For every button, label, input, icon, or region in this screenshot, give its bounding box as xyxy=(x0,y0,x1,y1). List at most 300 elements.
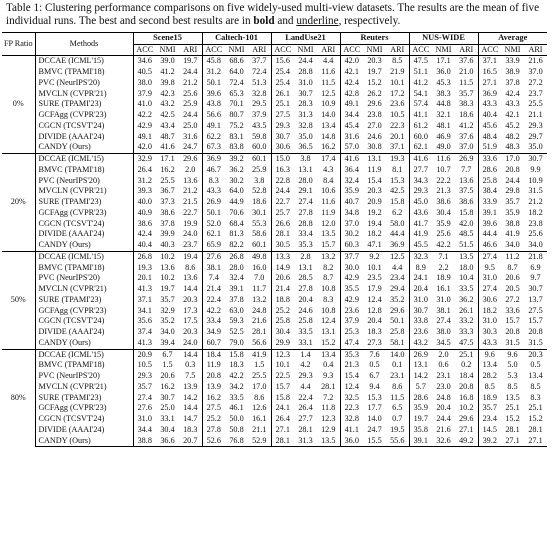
value-text: 45.4 xyxy=(344,120,359,130)
value-cell xyxy=(133,360,156,371)
value-cell xyxy=(432,89,455,100)
table-row xyxy=(2,219,547,230)
value-text: 20.8 xyxy=(206,371,221,381)
value-text: 43.3 xyxy=(482,337,497,347)
value-cell xyxy=(133,165,156,176)
value-cell xyxy=(248,165,271,176)
value-cell xyxy=(340,110,363,121)
method-cell: DCCAE (ICML'15) xyxy=(35,349,133,360)
value-cell xyxy=(317,403,340,414)
method-cell: PVC (NeurIPS'20) xyxy=(35,176,133,187)
value-cell xyxy=(478,176,501,187)
value-cell xyxy=(294,89,317,100)
value-cell xyxy=(294,219,317,230)
value-text: 28.0 xyxy=(229,262,244,272)
value-cell xyxy=(248,414,271,425)
value-text: 52.5 xyxy=(229,327,244,337)
value-cell xyxy=(133,251,156,262)
value-cell xyxy=(133,425,156,436)
value-cell xyxy=(156,121,179,132)
metric-header: ACC xyxy=(478,44,501,56)
value-text: 13.6 xyxy=(160,262,175,272)
value-text: 58.0 xyxy=(390,218,405,228)
value-text: 9.2 xyxy=(369,251,380,261)
value-text: 46.9 xyxy=(436,131,451,141)
value-cell xyxy=(317,229,340,240)
method-cell: SURE (TPAMI'23) xyxy=(35,99,133,110)
value-text: 29.3 xyxy=(298,371,313,381)
value-cell xyxy=(363,132,386,143)
value-cell xyxy=(478,89,501,100)
value-cell xyxy=(524,306,547,317)
value-text: 19.7 xyxy=(160,284,175,294)
value-cell xyxy=(524,360,547,371)
value-text: 29.9 xyxy=(275,337,290,347)
value-cell xyxy=(225,165,248,176)
value-cell xyxy=(294,110,317,121)
value-cell xyxy=(524,219,547,230)
value-text: 35.5 xyxy=(344,284,359,294)
value-text: 39.9 xyxy=(160,229,175,239)
value-cell xyxy=(294,349,317,360)
value-cell xyxy=(455,327,478,338)
table-row xyxy=(2,197,547,208)
value-text: 34.4 xyxy=(137,424,152,434)
value-cell xyxy=(179,414,202,425)
value-cell xyxy=(409,360,432,371)
value-cell xyxy=(478,284,501,295)
value-text: 18.2 xyxy=(482,305,497,315)
value-text: 24.4 xyxy=(183,110,198,120)
value-cell xyxy=(202,436,225,447)
value-cell xyxy=(156,327,179,338)
value-cell xyxy=(202,240,225,251)
value-cell xyxy=(225,67,248,78)
value-cell xyxy=(271,316,294,327)
value-cell xyxy=(133,219,156,230)
value-text: 25.8 xyxy=(275,316,290,326)
value-text: 38.6 xyxy=(436,197,451,207)
value-cell xyxy=(363,142,386,153)
value-cell xyxy=(248,382,271,393)
value-cell xyxy=(386,186,409,197)
value-text: 31.5 xyxy=(528,337,543,347)
value-text: 13.5 xyxy=(321,229,336,239)
value-text: 27.5 xyxy=(206,403,221,413)
value-cell xyxy=(248,371,271,382)
value-text: 25.9 xyxy=(252,164,267,174)
value-text: 28.8 xyxy=(298,218,313,228)
value-cell xyxy=(363,403,386,414)
value-text: 17.0 xyxy=(505,154,520,164)
value-text: 40.4 xyxy=(482,110,497,120)
value-cell xyxy=(409,219,432,230)
method-cell: DIVIDE (AAAI'24) xyxy=(35,132,133,143)
value-text: 35.9 xyxy=(436,218,451,228)
value-cell xyxy=(133,197,156,208)
value-text: 41.2 xyxy=(160,67,175,77)
value-cell xyxy=(432,382,455,393)
value-cell xyxy=(179,132,202,143)
value-text: 43.2 xyxy=(413,337,428,347)
value-cell xyxy=(248,78,271,89)
value-cell xyxy=(478,360,501,371)
value-cell xyxy=(340,186,363,197)
value-text: 21.8 xyxy=(528,251,543,261)
value-cell xyxy=(409,197,432,208)
value-cell xyxy=(363,306,386,317)
value-cell xyxy=(478,436,501,447)
value-text: 16.1 xyxy=(252,414,267,424)
value-text: 28.6 xyxy=(482,164,497,174)
value-cell xyxy=(432,338,455,349)
value-cell xyxy=(524,393,547,404)
value-text: 28.5 xyxy=(298,273,313,283)
value-cell xyxy=(248,154,271,165)
value-text: 13.4 xyxy=(482,360,497,370)
value-text: 26.8 xyxy=(229,251,244,261)
value-text: 22.8 xyxy=(275,175,290,185)
value-cell xyxy=(179,154,202,165)
value-cell xyxy=(271,414,294,425)
value-cell xyxy=(455,78,478,89)
value-cell xyxy=(501,436,524,447)
value-text: 19.2 xyxy=(367,207,382,217)
value-cell xyxy=(432,154,455,165)
value-cell xyxy=(524,229,547,240)
table-row xyxy=(2,240,547,251)
value-cell xyxy=(409,56,432,67)
value-cell xyxy=(386,154,409,165)
value-text: 18.4 xyxy=(459,371,474,381)
value-cell xyxy=(248,273,271,284)
value-cell xyxy=(340,316,363,327)
value-cell xyxy=(478,132,501,143)
value-text: 48.3 xyxy=(505,142,520,152)
value-text: 40.7 xyxy=(344,197,359,207)
value-text: 4.4 xyxy=(300,381,311,391)
value-cell xyxy=(432,229,455,240)
value-text: 9.6 xyxy=(507,349,518,359)
table-row xyxy=(2,295,547,306)
value-cell xyxy=(156,56,179,67)
method-cell: PVC (NeurIPS'20) xyxy=(35,78,133,89)
value-text: 27.6 xyxy=(137,403,152,413)
value-text: 56.6 xyxy=(252,337,267,347)
value-text: 52.9 xyxy=(252,435,267,445)
value-cell xyxy=(478,56,501,67)
value-cell xyxy=(409,425,432,436)
value-text: 27.1 xyxy=(528,435,543,445)
value-text: 32.4 xyxy=(229,273,244,283)
value-cell xyxy=(202,393,225,404)
value-cell xyxy=(317,436,340,447)
value-text: 10.7 xyxy=(436,164,451,174)
value-text: 23.4 xyxy=(482,414,497,424)
value-text: 34.6 xyxy=(137,56,152,66)
method-cell: CANDY (Ours) xyxy=(35,142,133,153)
method-cell: MVCLN (CVPR'21) xyxy=(35,284,133,295)
value-cell xyxy=(271,349,294,360)
value-cell xyxy=(501,371,524,382)
value-cell xyxy=(363,295,386,306)
value-cell xyxy=(133,240,156,251)
metric-header: NMI xyxy=(294,44,317,56)
value-cell xyxy=(363,263,386,274)
value-text: 21.1 xyxy=(252,424,267,434)
value-text: 26.2 xyxy=(367,88,382,98)
value-cell xyxy=(409,436,432,447)
value-cell xyxy=(271,186,294,197)
value-cell xyxy=(179,273,202,284)
method-cell: BMVC (TPAMI'18) xyxy=(35,67,133,78)
value-text: 61.2 xyxy=(413,120,428,130)
method-cell: DIVIDE (AAAI'24) xyxy=(35,425,133,436)
value-cell xyxy=(156,360,179,371)
value-text: 28.0 xyxy=(298,175,313,185)
value-cell xyxy=(340,403,363,414)
value-cell xyxy=(524,110,547,121)
value-cell xyxy=(179,142,202,153)
value-text: 13.6 xyxy=(183,273,198,283)
value-text: 8.5 xyxy=(507,381,518,391)
value-cell xyxy=(363,436,386,447)
value-cell xyxy=(317,219,340,230)
value-cell xyxy=(294,403,317,414)
value-text: 80.7 xyxy=(229,110,244,120)
value-cell xyxy=(225,371,248,382)
value-text: 18.3 xyxy=(367,327,382,337)
value-cell xyxy=(432,349,455,360)
value-cell xyxy=(317,414,340,425)
value-text: 24.4 xyxy=(298,56,313,66)
value-cell xyxy=(501,121,524,132)
value-cell xyxy=(455,263,478,274)
value-text: 20.7 xyxy=(183,435,198,445)
table-row xyxy=(2,176,547,187)
value-text: 28.1 xyxy=(321,381,336,391)
value-text: 64.0 xyxy=(229,186,244,196)
value-text: 17.3 xyxy=(183,305,198,315)
value-text: 16.1 xyxy=(436,284,451,294)
value-text: 11.5 xyxy=(321,77,336,87)
value-text: 43.5 xyxy=(252,120,267,130)
value-cell xyxy=(317,110,340,121)
caption-bold-word: bold xyxy=(253,15,275,28)
value-cell xyxy=(317,67,340,78)
value-text: 6.9 xyxy=(530,262,541,272)
value-text: 42.4 xyxy=(137,229,152,239)
value-cell xyxy=(225,338,248,349)
metric-header: ARI xyxy=(455,44,478,56)
value-cell xyxy=(202,89,225,100)
value-text: 42.4 xyxy=(344,77,359,87)
value-text: 25.6 xyxy=(183,88,198,98)
value-text: 12.3 xyxy=(275,349,290,359)
fp-ratio-cell: 50% xyxy=(2,251,35,349)
value-text: 24.8 xyxy=(252,305,267,315)
value-text: 41.9 xyxy=(252,349,267,359)
value-cell xyxy=(317,382,340,393)
value-text: 23.7 xyxy=(183,240,198,250)
value-text: 50.8 xyxy=(229,424,244,434)
value-text: 30.7 xyxy=(160,392,175,402)
caption-underline-word: underline xyxy=(296,15,339,28)
value-cell xyxy=(432,176,455,187)
value-cell xyxy=(501,327,524,338)
value-text: 35.2 xyxy=(390,294,405,304)
value-text: 38.3 xyxy=(436,88,451,98)
value-text: 39.2 xyxy=(482,435,497,445)
fp-ratio-header: FP Ratio xyxy=(2,32,35,56)
value-cell xyxy=(179,316,202,327)
value-text: 39.0 xyxy=(160,56,175,66)
value-cell xyxy=(179,284,202,295)
value-text: 7.1 xyxy=(438,251,449,261)
dataset-header: NUS-WIDE xyxy=(409,32,478,44)
value-cell xyxy=(317,371,340,382)
value-text: 10.9 xyxy=(528,175,543,185)
value-cell xyxy=(524,349,547,360)
value-text: 15.8 xyxy=(229,349,244,359)
value-text: 18.3 xyxy=(229,360,244,370)
value-cell xyxy=(501,142,524,153)
value-cell xyxy=(524,176,547,187)
value-text: 11.5 xyxy=(459,77,474,87)
value-cell xyxy=(432,197,455,208)
table-row xyxy=(2,306,547,317)
value-text: 20.4 xyxy=(436,403,451,413)
value-cell xyxy=(455,338,478,349)
value-text: 24.8 xyxy=(436,392,451,402)
value-text: 0.5 xyxy=(530,360,541,370)
value-text: 22.7 xyxy=(183,207,198,217)
value-cell xyxy=(409,284,432,295)
value-text: 52.0 xyxy=(206,218,221,228)
value-text: 41.9 xyxy=(505,229,520,239)
value-text: 25.2 xyxy=(275,305,290,315)
value-cell xyxy=(179,240,202,251)
value-cell xyxy=(202,99,225,110)
value-text: 42.8 xyxy=(344,88,359,98)
value-text: 30.4 xyxy=(436,207,451,217)
value-text: 37.9 xyxy=(252,110,267,120)
value-cell xyxy=(363,338,386,349)
value-cell xyxy=(363,99,386,110)
value-text: 32.8 xyxy=(298,120,313,130)
value-cell xyxy=(478,165,501,176)
value-text: 60.1 xyxy=(252,240,267,250)
value-cell xyxy=(156,403,179,414)
value-cell xyxy=(133,295,156,306)
value-cell xyxy=(202,360,225,371)
value-cell xyxy=(248,295,271,306)
value-text: 35.9 xyxy=(344,186,359,196)
value-cell xyxy=(156,186,179,197)
value-text: 0.4 xyxy=(323,360,334,370)
value-text: 36.4 xyxy=(344,164,359,174)
value-cell xyxy=(248,436,271,447)
value-text: 15.7 xyxy=(321,240,336,250)
value-text: 34.0 xyxy=(160,327,175,337)
value-text: 29.3 xyxy=(413,186,428,196)
value-cell xyxy=(363,67,386,78)
value-cell xyxy=(409,414,432,425)
value-text: 15.2 xyxy=(505,414,520,424)
value-cell xyxy=(202,132,225,143)
value-text: 40.9 xyxy=(137,207,152,217)
value-text: 41.1 xyxy=(344,424,359,434)
value-cell xyxy=(524,67,547,78)
value-text: 1.4 xyxy=(300,349,311,359)
value-cell xyxy=(133,263,156,274)
value-text: 14.2 xyxy=(413,371,428,381)
value-text: 38.9 xyxy=(505,67,520,77)
value-text: 13.1 xyxy=(321,327,336,337)
value-cell xyxy=(340,78,363,89)
value-cell xyxy=(501,425,524,436)
value-text: 20.3 xyxy=(367,56,382,66)
value-cell xyxy=(478,67,501,78)
value-text: 32.1 xyxy=(436,110,451,120)
value-text: 21.2 xyxy=(528,197,543,207)
value-cell xyxy=(179,425,202,436)
value-cell xyxy=(156,382,179,393)
value-cell xyxy=(317,263,340,274)
header-row-datasets xyxy=(2,32,547,44)
value-cell xyxy=(156,89,179,100)
value-text: 47.1 xyxy=(367,240,382,250)
value-cell xyxy=(409,132,432,143)
value-cell xyxy=(409,295,432,306)
value-cell xyxy=(478,208,501,219)
value-cell xyxy=(501,154,524,165)
value-text: 6.5 xyxy=(392,403,403,413)
value-cell xyxy=(317,56,340,67)
table-row xyxy=(2,349,547,360)
value-cell xyxy=(524,165,547,176)
value-text: 17.4 xyxy=(321,154,336,164)
value-cell xyxy=(340,154,363,165)
value-text: 27.1 xyxy=(275,424,290,434)
metric-header: ACC xyxy=(271,44,294,56)
value-cell xyxy=(386,263,409,274)
value-text: 18.2 xyxy=(528,207,543,217)
value-cell xyxy=(524,99,547,110)
table-row xyxy=(2,393,547,404)
value-cell xyxy=(271,78,294,89)
dataset-header: Scene15 xyxy=(133,32,202,44)
table-row xyxy=(2,186,547,197)
value-text: 42.9 xyxy=(344,273,359,283)
value-cell xyxy=(363,327,386,338)
value-text: 17.0 xyxy=(252,381,267,391)
value-cell xyxy=(409,186,432,197)
value-cell xyxy=(294,67,317,78)
value-text: 49.1 xyxy=(344,99,359,109)
value-cell xyxy=(386,360,409,371)
value-text: 28.6 xyxy=(413,392,428,402)
value-text: 22.7 xyxy=(275,197,290,207)
value-text: 10.1 xyxy=(275,360,290,370)
value-text: 26.9 xyxy=(413,349,428,359)
value-cell xyxy=(248,186,271,197)
value-cell xyxy=(455,229,478,240)
value-cell xyxy=(524,338,547,349)
value-cell xyxy=(455,382,478,393)
value-cell xyxy=(340,229,363,240)
value-cell xyxy=(340,67,363,78)
